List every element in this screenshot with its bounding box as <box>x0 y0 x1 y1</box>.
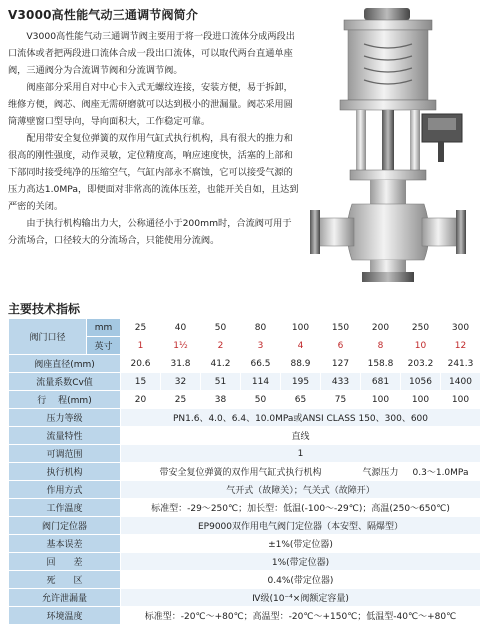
table-cell: 31.8 <box>161 355 201 373</box>
table-cell: 4 <box>281 337 321 355</box>
table-cell: Ⅳ级(10⁻⁴×阀额定容量) <box>121 589 481 607</box>
table-cell: 51 <box>201 373 241 391</box>
table-cell: 100 <box>361 391 401 409</box>
intro-paragraph: V3000高性能气动三通调节阀主要用于将一段进口流体分成两段出口流体或者把两段进口流体合成一段出口流体，可以取代两台直通单座阀，三通阀分为合流调节阀和分流调节阀。 <box>8 31 295 76</box>
table-cell: 80 <box>241 319 281 337</box>
table-cell: 12 <box>441 337 481 355</box>
row-label: 压力等级 <box>9 409 121 427</box>
table-cell: 433 <box>321 373 361 391</box>
row-label: 阀座直径(mm) <box>9 355 121 373</box>
table-cell: 20.6 <box>121 355 161 373</box>
table-cell: 41.2 <box>201 355 241 373</box>
table-row <box>9 571 481 589</box>
row-label: 工作温度 <box>9 499 121 517</box>
table-row <box>9 517 481 535</box>
table-cell: 6 <box>321 337 361 355</box>
table-cell: 66.5 <box>241 355 281 373</box>
table-cell: 681 <box>361 373 401 391</box>
table-cell: 203.2 <box>401 355 441 373</box>
table-row <box>9 427 481 445</box>
table-cell: 3 <box>241 337 281 355</box>
table-cell: 0.3～1.0MPa <box>401 463 481 481</box>
table-cell: 25 <box>121 319 161 337</box>
table-row <box>9 391 481 409</box>
table-cell: 50 <box>241 391 281 409</box>
table-row <box>9 409 481 427</box>
table-row <box>9 553 481 571</box>
row-label: 执行机构 <box>9 463 121 481</box>
table-cell: 40 <box>161 319 201 337</box>
table-cell: 75 <box>321 391 361 409</box>
mm-label: mm <box>87 319 121 337</box>
table-cell: 8 <box>361 337 401 355</box>
row-label: 流量系数Cv值 <box>9 373 121 391</box>
table-cell: 150 <box>321 319 361 337</box>
table-cell: 100 <box>401 391 441 409</box>
row-label: 回 差 <box>9 553 121 571</box>
page-title: V3000高性能气动三通调节阀简介 <box>8 8 199 22</box>
table-cell: 127 <box>321 355 361 373</box>
table-cell: 32 <box>161 373 201 391</box>
row-label: 作用方式 <box>9 481 121 499</box>
intro-paragraph: 阀座部分采用自对中心卡入式无螺纹连接，安装方便，易于拆卸，维修方便，阀芯、阀座无需研磨就可以达到极小的泄漏量。阀芯采用圆筒薄壁窗口型导向，导向面积大，工作稳定可靠。 <box>8 82 293 127</box>
table-cell: 15 <box>121 373 161 391</box>
intro-text <box>8 28 300 249</box>
table-cell: 100 <box>281 319 321 337</box>
table-cell: EP9000双作用电气阀门定位器（本安型、隔爆型） <box>121 517 481 535</box>
table-row <box>9 589 481 607</box>
table-cell: 65 <box>281 391 321 409</box>
table-row <box>9 445 481 463</box>
valve-product-image <box>300 4 484 294</box>
intro-paragraph: 配用带安全复位弹簧的双作用气缸式执行机构，具有很大的推力和很高的刚性强度，动作灵敏，定位精度高，响应速度快，活塞的上部和下部同时接受纯净的压缩空气，气缸内部永不腐蚀，它可以接受气源的压力高达1.0MPa，即便面对非常高的流体压差，也能开关自如，且达到严密的关闭。 <box>8 133 299 212</box>
row-label: 阀门定位器 <box>9 517 121 535</box>
table-cell: 300 <box>441 319 481 337</box>
table-cell: 100 <box>441 391 481 409</box>
dn-label: 阀门口径 <box>9 319 87 355</box>
table-cell: 1 <box>121 337 161 355</box>
table-row <box>9 463 481 481</box>
table-row <box>9 499 481 517</box>
table-cell: 气开式（故障关）；气关式（故障开） <box>121 481 481 499</box>
row-label: 死 区 <box>9 571 121 589</box>
table-cell: 直线 <box>121 427 481 445</box>
table-cell: 1%(带定位器) <box>121 553 481 571</box>
table-row <box>9 481 481 499</box>
table-cell: 气源压力 <box>361 463 401 481</box>
table-cell: 2 <box>201 337 241 355</box>
table-cell: 250 <box>401 319 441 337</box>
table-cell: 带安全复位弹簧的双作用气缸式执行机构 <box>121 463 361 481</box>
table-cell: 200 <box>361 319 401 337</box>
spec-heading: 主要技术指标 <box>8 302 81 316</box>
row-label: 行 程(mm) <box>9 391 121 409</box>
row-label: 可调范围 <box>9 445 121 463</box>
table-row <box>9 319 481 337</box>
row-label: 允许泄漏量 <box>9 589 121 607</box>
table-row <box>9 355 481 373</box>
table-cell: ±1%(带定位器) <box>121 535 481 553</box>
intro-paragraph: 由于执行机构输出力大，公称通径小于200mm时，合流阀可用于分流场合，口径较大的分流场合，只能使用分流阀。 <box>8 218 292 246</box>
row-label: 基本误差 <box>9 535 121 553</box>
table-cell: 25 <box>161 391 201 409</box>
table-cell: 158.8 <box>361 355 401 373</box>
table-cell: 20 <box>121 391 161 409</box>
row-label: 环境温度 <box>9 607 121 625</box>
table-cell: 241.3 <box>441 355 481 373</box>
table-cell: PN1.6、4.0、6.4、10.0MPa或ANSI CLASS 150、300、600 <box>121 409 481 427</box>
table-cell: 1056 <box>401 373 441 391</box>
table-cell: 38 <box>201 391 241 409</box>
table-cell: 88.9 <box>281 355 321 373</box>
table-cell: 标准型：-29～250℃；加长型：低温(-100～-29℃)；高温(250～650℃) <box>121 499 481 517</box>
table-cell: 1½ <box>161 337 201 355</box>
table-cell: 50 <box>201 319 241 337</box>
table-cell: 1 <box>121 445 481 463</box>
row-label: 流量特性 <box>9 427 121 445</box>
table-cell: 0.4%(带定位器) <box>121 571 481 589</box>
table-cell: 标准型：-20℃～+80℃；高温型：-20℃～+150℃；低温型-40℃～+80℃ <box>121 607 481 625</box>
table-row <box>9 535 481 553</box>
table-cell: 10 <box>401 337 441 355</box>
table-cell: 114 <box>241 373 281 391</box>
table-cell: 195 <box>281 373 321 391</box>
spec-table <box>8 318 481 625</box>
table-row <box>9 607 481 625</box>
table-row <box>9 373 481 391</box>
inch-label: 英寸 <box>87 337 121 355</box>
table-cell: 1400 <box>441 373 481 391</box>
